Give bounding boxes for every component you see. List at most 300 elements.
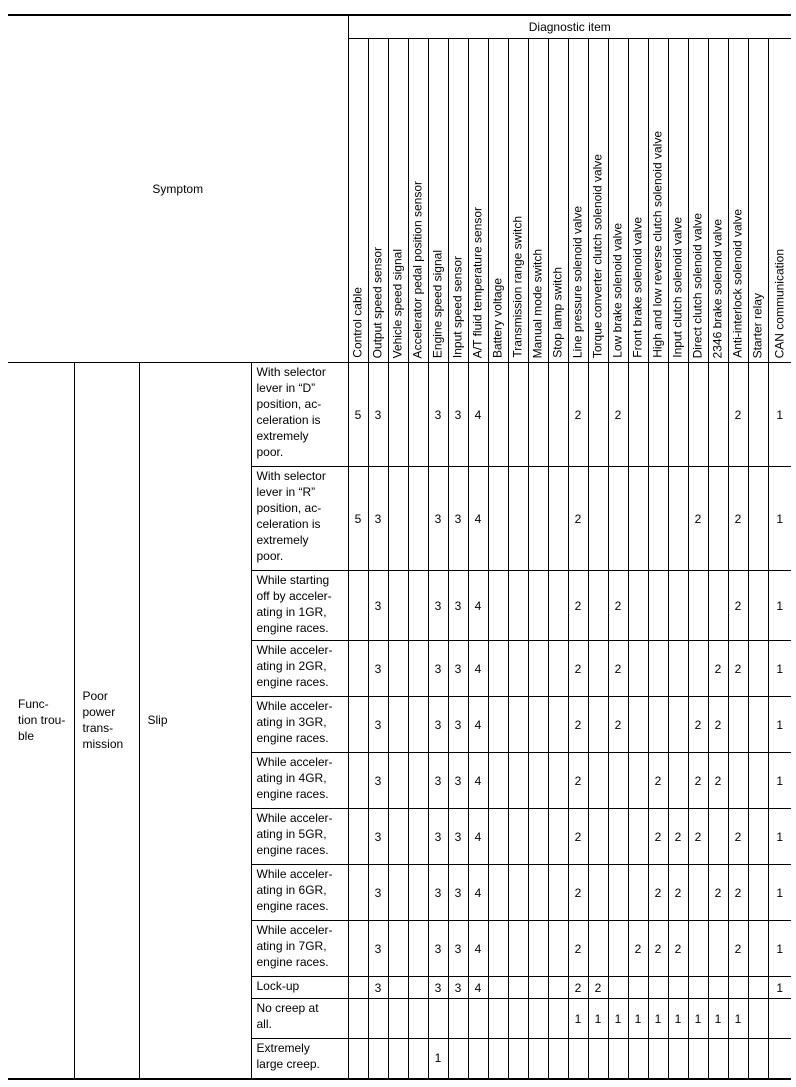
diagnostic-item-label: 2346 brake solenoid valve [710,218,725,358]
diagnostic-value-cell: 1 [708,999,728,1039]
symptom-description-line: position, ac- [256,397,322,411]
diagnostic-value-cell: 3 [368,753,388,809]
diagnostic-value-cell [728,753,748,809]
diagnostic-value-cell [508,1039,528,1079]
diagnostic-value-cell: 3 [428,921,448,977]
symptom-description-line: position, ac- [256,501,322,515]
diagnostic-value-cell [508,467,528,571]
symptom-description-line: engine races. [256,843,329,857]
symptom-description-line: engine races. [256,675,329,689]
diagnostic-value-cell [708,977,728,999]
diagnostic-value-cell [348,697,368,753]
diagnostic-value-cell: 2 [648,753,668,809]
diagnostic-value-cell [548,697,568,753]
diagnostic-value-cell: 3 [428,641,448,697]
symptom-description-line: Extremely [256,1041,310,1055]
diagnostic-value-cell: 2 [568,753,588,809]
diagnostic-value-cell [748,921,768,977]
diagnostic-value-cell [528,865,548,921]
diagnostic-value-cell [588,641,608,697]
diagnostic-value-cell: 2 [648,809,668,865]
diagnostic-value-cell [588,865,608,921]
diagnostic-value-cell [588,363,608,467]
diagnostic-value-cell: 2 [568,977,588,999]
diagnostic-value-cell: 1 [768,809,791,865]
diagnostic-value-cell [608,977,628,999]
diagnostic-item-column-header [368,39,388,363]
diagnostic-value-cell [588,571,608,641]
diagnostic-value-cell: 2 [688,753,708,809]
diagnostic-item-column-header [428,39,448,363]
diagnostic-item-column-header [488,39,508,363]
symptom-description-line: While starting [256,573,330,587]
diagnostic-value-cell: 2 [728,571,748,641]
diagnostic-value-cell: 2 [728,641,748,697]
diagnostic-value-cell [508,865,528,921]
diagnostic-value-cell [408,641,428,697]
diagnostic-item-column-header [508,39,528,363]
diagnostic-value-cell [588,753,608,809]
diagnostic-item-column-header [588,39,608,363]
diagnostic-value-cell [648,641,668,697]
diagnostic-value-cell: 2 [608,363,628,467]
diagnostic-value-cell [628,467,648,571]
diagnostic-value-cell: 3 [368,697,388,753]
diagnostic-value-cell [688,865,708,921]
diagnostic-value-cell [488,865,508,921]
diagnostic-value-cell: 3 [448,921,468,977]
diagnostic-item-label: Input speed sensor [450,255,465,358]
symptom-description-line: engine races. [256,787,329,801]
symptom-description [251,571,348,641]
diagnostic-value-cell: 2 [688,809,708,865]
diagnostic-value-cell [408,865,428,921]
symptom-description-line: With selector [256,365,326,379]
symptom-description [251,753,348,809]
symptom-description-line: No creep at [256,1001,319,1015]
diagnostic-value-cell [608,865,628,921]
diagnostic-value-cell [408,999,428,1039]
category-slip-line: Slip [147,713,168,728]
diagnostic-value-cell [768,999,791,1039]
diagnostic-value-cell [648,467,668,571]
symptom-header [8,15,348,363]
diagnostic-value-cell [528,697,548,753]
diagnostic-value-cell: 1 [768,363,791,467]
symptom-header-label: Symptom [152,182,204,196]
diagnostic-value-cell: 2 [628,921,648,977]
diagnostic-value-cell: 2 [728,865,748,921]
diagnostic-value-cell [408,977,428,999]
diagnostic-value-cell: 2 [568,363,588,467]
diagnostic-value-cell [608,921,628,977]
diagnostic-value-cell [748,697,768,753]
diagnostic-value-cell: 2 [708,697,728,753]
diagnostic-value-cell: 2 [728,363,748,467]
diagnostic-value-cell [588,1039,608,1079]
symptom-description-line: large creep. [256,1057,320,1071]
diagnostic-value-cell [388,921,408,977]
diagnostic-item-column-header [568,39,588,363]
symptom-description [251,467,348,571]
symptom-description-line: While acceler- [256,755,333,769]
diagnostic-value-cell: 3 [368,467,388,571]
diagnostic-value-cell: 3 [428,467,448,571]
diagnostic-value-cell [688,641,708,697]
diagnostic-value-cell [388,571,408,641]
diagnostic-value-cell [468,1039,488,1079]
diagnostic-value-cell [508,697,528,753]
diagnostic-value-cell [548,921,568,977]
diagnostic-value-cell [488,641,508,697]
diagnostic-value-cell [408,571,428,641]
diagnostic-value-cell: 3 [448,571,468,641]
diagnostic-value-cell: 2 [568,467,588,571]
diagnostic-value-cell [748,641,768,697]
diagnostic-value-cell: 1 [668,999,688,1039]
diagnostic-value-cell [608,809,628,865]
table-row [8,363,791,467]
diagnostic-matrix-table [8,14,791,1080]
symptom-description-line: ating in 4GR, [256,771,327,785]
diagnostic-value-cell: 3 [428,697,448,753]
diagnostic-value-cell [628,363,648,467]
diagnostic-value-cell: 2 [728,467,748,571]
diagnostic-item-header [348,15,791,39]
diagnostic-value-cell [708,1039,728,1079]
diagnostic-value-cell [648,571,668,641]
diagnostic-value-cell [488,571,508,641]
symptom-description-line: With selector [256,469,326,483]
diagnostic-value-cell: 2 [688,697,708,753]
diagnostic-value-cell: 1 [768,467,791,571]
diagnostic-value-cell [448,999,468,1039]
diagnostic-value-cell [508,921,528,977]
diagnostic-value-cell [488,1039,508,1079]
category-poor-power-transmission-line: mission [82,737,124,752]
diagnostic-value-cell [428,999,448,1039]
diagnostic-item-column-header [688,39,708,363]
diagnostic-value-cell: 1 [768,641,791,697]
diagnostic-value-cell [548,467,568,571]
diagnostic-value-cell: 5 [348,363,368,467]
diagnostic-value-cell [388,467,408,571]
diagnostic-value-cell [708,809,728,865]
diagnostic-value-cell: 2 [648,865,668,921]
diagnostic-value-cell: 2 [708,753,728,809]
diagnostic-value-cell [508,809,528,865]
diagnostic-value-cell [548,999,568,1039]
diagnostic-value-cell [508,999,528,1039]
diagnostic-item-header-label: Diagnostic item [528,20,611,34]
diagnostic-value-cell [668,753,688,809]
symptom-description [251,865,348,921]
diagnostic-value-cell: 5 [348,467,368,571]
diagnostic-value-cell [728,1039,748,1079]
symptom-description-line: engine races. [256,899,329,913]
diagnostic-value-cell [508,641,528,697]
diagnostic-value-cell: 1 [628,999,648,1039]
diagnostic-value-cell [588,467,608,571]
symptom-description-line: poor. [256,549,284,563]
diagnostic-value-cell [548,977,568,999]
diagnostic-value-cell [408,363,428,467]
category-poor-power-transmission-line: power [82,705,116,720]
diagnostic-item-label: Manual mode switch [530,248,545,358]
diagnostic-value-cell [388,641,408,697]
diagnostic-value-cell: 2 [668,921,688,977]
diagnostic-value-cell: 1 [608,999,628,1039]
diagnostic-value-cell [528,1039,548,1079]
diagnostic-item-column-header [408,39,428,363]
diagnostic-value-cell [748,753,768,809]
diagnostic-item-label: Direct clutch solenoid valve [690,212,705,358]
diagnostic-value-cell [608,467,628,571]
symptom-description-line: all. [256,1017,272,1031]
diagnostic-value-cell: 1 [428,1039,448,1079]
diagnostic-value-cell: 4 [468,697,488,753]
diagnostic-value-cell [628,571,648,641]
category-poor-power-transmission-line: Poor [82,689,108,704]
diagnostic-value-cell [508,977,528,999]
diagnostic-value-cell [708,467,728,571]
symptom-description-line: While acceler- [256,923,333,937]
diagnostic-value-cell: 3 [448,363,468,467]
diagnostic-item-label: A/T fluid temperature sensor [470,206,485,358]
diagnostic-value-cell [348,977,368,999]
diagnostic-value-cell [368,999,388,1039]
diagnostic-value-cell [628,977,648,999]
symptom-description-line: celeration is [256,517,321,531]
diagnostic-value-cell [348,753,368,809]
diagnostic-value-cell: 2 [728,809,748,865]
symptom-description-line: While acceler- [256,867,333,881]
diagnostic-value-cell [528,363,548,467]
diagnostic-value-cell [668,1039,688,1079]
diagnostic-value-cell [728,697,748,753]
diagnostic-value-cell [548,1039,568,1079]
diagnostic-item-column-header [628,39,648,363]
diagnostic-item-column-header [468,39,488,363]
diagnostic-value-cell: 2 [728,921,748,977]
diagnostic-value-cell [528,753,548,809]
diagnostic-value-cell [628,641,648,697]
diagnostic-value-cell: 4 [468,977,488,999]
diagnostic-value-cell [748,809,768,865]
diagnostic-value-cell [668,697,688,753]
category-poor-power-transmission-line: trans- [82,721,114,736]
diagnostic-value-cell: 3 [448,865,468,921]
diagnostic-item-label: Vehicle speed signal [390,248,405,358]
symptom-description [251,1039,348,1079]
diagnostic-value-cell [528,467,548,571]
diagnostic-value-cell: 1 [588,999,608,1039]
diagnostic-value-cell [508,571,528,641]
symptom-description-line: ating in 1GR, [256,605,327,619]
symptom-description-line: engine races. [256,621,329,635]
diagnostic-item-column-header [388,39,408,363]
symptom-description-line: ating in 5GR, [256,827,327,841]
diagnostic-value-cell: 2 [608,571,628,641]
diagnostic-value-cell: 1 [768,697,791,753]
diagnostic-value-cell: 3 [448,641,468,697]
diagnostic-value-cell [408,697,428,753]
diagnostic-value-cell: 2 [708,865,728,921]
diagnostic-value-cell [548,571,568,641]
diagnostic-item-label: Anti-interlock solenoid valve [730,209,745,358]
diagnostic-value-cell: 1 [768,753,791,809]
diagnostic-value-cell [708,363,728,467]
diagnostic-value-cell [408,1039,428,1079]
diagnostic-item-label: Output speed sensor [370,246,385,358]
diagnostic-value-cell [348,865,368,921]
diagnostic-value-cell: 3 [368,809,388,865]
diagnostic-value-cell [488,697,508,753]
diagnostic-item-column-header [648,39,668,363]
diagnostic-value-cell: 2 [608,641,628,697]
symptom-description-line: While acceler- [256,699,333,713]
diagnostic-item-label: Accelerator pedal position sensor [410,180,425,358]
diagnostic-item-label: Battery voltage [490,277,505,358]
diagnostic-item-label: High and low reverse clutch solenoid valve [650,131,665,358]
diagnostic-value-cell [488,753,508,809]
diagnostic-value-cell: 3 [428,571,448,641]
diagnostic-value-cell [488,921,508,977]
diagnostic-value-cell: 4 [468,809,488,865]
diagnostic-value-cell [408,809,428,865]
symptom-description-line: ating in 3GR, [256,715,327,729]
diagnostic-value-cell [588,697,608,753]
diagnostic-value-cell [668,363,688,467]
diagnostic-value-cell [688,363,708,467]
diagnostic-value-cell [468,999,488,1039]
diagnostic-value-cell: 3 [448,697,468,753]
diagnostic-value-cell [608,1039,628,1079]
diagnostic-item-column-header [748,39,768,363]
diagnostic-value-cell [388,977,408,999]
diagnostic-value-cell [628,753,648,809]
diagnostic-value-cell: 2 [568,641,588,697]
diagnostic-value-cell [348,1039,368,1079]
symptom-description-line: ating in 6GR, [256,883,327,897]
diagnostic-item-label: Low brake solenoid valve [610,223,625,358]
diagnostic-value-cell: 3 [368,921,388,977]
diagnostic-value-cell [748,1039,768,1079]
symptom-description-line: extremely [256,533,309,547]
diagnostic-item-label: Front brake solenoid valve [630,217,645,358]
diagnostic-value-cell [748,977,768,999]
diagnostic-value-cell [668,571,688,641]
diagnostic-value-cell: 2 [568,571,588,641]
diagnostic-value-cell [548,641,568,697]
symptom-description-line: Lock-up [256,979,300,993]
diagnostic-value-cell: 1 [648,999,668,1039]
diagnostic-value-cell [688,571,708,641]
category-function-trouble [8,363,74,1079]
diagnostic-value-cell: 3 [428,363,448,467]
symptom-description [251,641,348,697]
diagnostic-value-cell [688,921,708,977]
diagnostic-item-label: Stop lamp switch [550,267,565,358]
diagnostic-value-cell: 4 [468,571,488,641]
diagnostic-value-cell: 4 [468,363,488,467]
diagnostic-value-cell: 3 [368,363,388,467]
diagnostic-value-cell [728,977,748,999]
diagnostic-value-cell: 2 [648,921,668,977]
diagnostic-value-cell: 4 [468,641,488,697]
diagnostic-item-label: Input clutch solenoid valve [670,217,685,358]
category-function-trouble-line: ble [18,729,35,744]
diagnostic-value-cell: 3 [448,467,468,571]
diagnostic-value-cell: 1 [768,865,791,921]
symptom-description [251,921,348,977]
diagnostic-value-cell [708,571,728,641]
diagnostic-value-cell [488,977,508,999]
diagnostic-value-cell [588,809,608,865]
diagnostic-value-cell [648,1039,668,1079]
symptom-description-line: engine races. [256,955,329,969]
diagnostic-value-cell: 3 [428,977,448,999]
diagnostic-item-column-header [448,39,468,363]
diagnostic-value-cell [688,1039,708,1079]
diagnostic-value-cell [508,753,528,809]
symptom-description [251,999,348,1039]
diagnostic-item-column-header [728,39,748,363]
diagnostic-value-cell: 2 [668,809,688,865]
symptom-description [251,977,348,999]
diagnostic-item-label: Transmission range switch [510,216,525,358]
symptom-description-line: While acceler- [256,643,333,657]
diagnostic-value-cell [628,1039,648,1079]
diagnostic-value-cell [768,1039,791,1079]
diagnostic-value-cell [448,1039,468,1079]
diagnostic-value-cell [668,641,688,697]
diagnostic-value-cell: 3 [428,865,448,921]
diagnostic-value-cell [388,1039,408,1079]
diagnostic-value-cell [528,999,548,1039]
diagnostic-value-cell: 3 [428,753,448,809]
diagnostic-value-cell [648,977,668,999]
diagnostic-value-cell [488,363,508,467]
symptom-description-line: off by acceler- [256,589,332,603]
symptom-description [251,363,348,467]
diagnostic-value-cell: 4 [468,921,488,977]
symptom-description-line: ating in 7GR, [256,939,327,953]
diagnostic-value-cell [548,809,568,865]
diagnostic-value-cell: 1 [568,999,588,1039]
diagnostic-item-column-header [528,39,548,363]
diagnostic-item-column-header [548,39,568,363]
diagnostic-value-cell: 2 [568,921,588,977]
diagnostic-value-cell: 2 [568,697,588,753]
diagnostic-value-cell [708,921,728,977]
diagnostic-item-label: Line pressure solenoid valve [570,205,585,358]
diagnostic-value-cell: 3 [448,809,468,865]
symptom-description-line: ating in 2GR, [256,659,327,673]
diagnostic-value-cell [348,999,368,1039]
diagnostic-value-cell: 3 [368,977,388,999]
diagnostic-value-cell [668,977,688,999]
diagnostic-value-cell [408,921,428,977]
diagnostic-value-cell [688,977,708,999]
diagnostic-value-cell: 3 [448,753,468,809]
symptom-description-line: While acceler- [256,811,333,825]
diagnostic-value-cell [548,753,568,809]
diagnostic-value-cell [608,753,628,809]
diagnostic-value-cell [488,809,508,865]
diagnostic-value-cell [488,467,508,571]
diagnostic-value-cell [348,809,368,865]
